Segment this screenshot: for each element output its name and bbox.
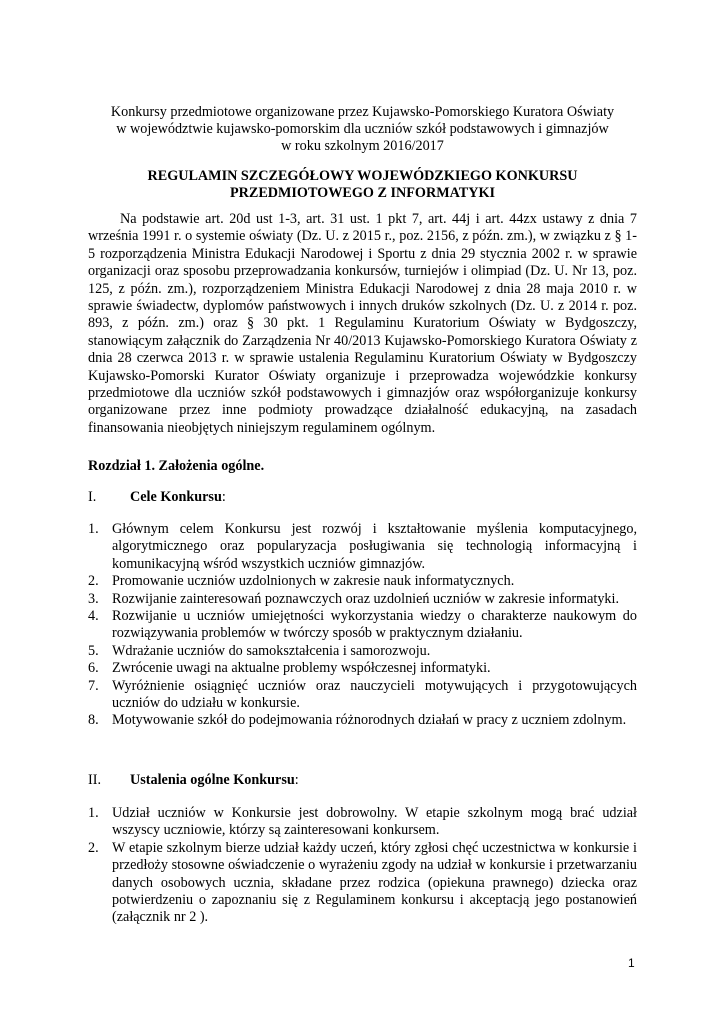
item-number: 2.	[88, 573, 99, 590]
item-number: 8.	[88, 712, 99, 729]
list-item	[88, 678, 637, 713]
list-item	[88, 840, 637, 927]
page-number: 1	[628, 956, 635, 970]
item-text: Głównym celem Konkursu jest rozwój i kształtowanie myślenia komputacyjnego, algorytmicznego oraz popularyzacja posługiwania się technologią informacyjną i komunikacyjną wśród wszystkich uczniów gimnazjów.	[112, 521, 637, 572]
item-number: 7.	[88, 677, 99, 694]
list-item	[88, 660, 637, 677]
goals-list	[88, 521, 637, 730]
section-number: II.	[88, 772, 101, 788]
item-text: Zwrócenie uwagi na aktualne problemy współczesnej informatyki.	[112, 660, 491, 677]
item-number: 3.	[88, 590, 99, 607]
list-item	[88, 573, 637, 590]
list-item	[88, 591, 637, 608]
section-colon: :	[294, 772, 299, 788]
item-text: Promowanie uczniów uzdolnionych w zakresie nauk informatycznych.	[112, 573, 515, 590]
title-line-2: PRZEDMIOTOWEGO Z INFORMATYKI	[229, 185, 496, 201]
list-item	[88, 643, 637, 660]
item-text: Rozwijanie zainteresowań poznawczych oraz uzdolnień uczniów w zakresie informatyki.	[112, 590, 619, 607]
item-number: 2.	[88, 839, 99, 856]
item-text: Wdrażanie uczniów do samokształcenia i samorozwoju.	[112, 642, 431, 659]
header-line-2: w województwie kujawsko-pomorskim dla uczniów szkół podstawowych i gimnazjów	[116, 121, 609, 137]
list-item	[88, 805, 637, 840]
section-heading-general	[88, 772, 637, 789]
list-item	[88, 712, 637, 729]
item-text: Wyróżnienie osiągnięć uczniów oraz nauczycieli motywujących i przygotowujących uczniów do udziału w konkursie.	[112, 677, 637, 712]
document-header	[0, 104, 725, 155]
section-number: I.	[88, 489, 97, 505]
list-item	[88, 521, 637, 573]
list-item	[88, 608, 637, 643]
item-number: 5.	[88, 642, 99, 659]
item-number: 1.	[88, 805, 99, 821]
section-colon: :	[221, 489, 226, 505]
item-text: Udział uczniów w Konkursie jest dobrowolny. W etapie szkolnym mogą brać udział wszyscy uczniowie, którzy są zainteresowani konkursem.	[112, 805, 637, 839]
intro-paragraph	[88, 211, 637, 437]
chapter-heading: Rozdział 1. Założenia ogólne.	[88, 458, 265, 474]
item-text: Motywowanie szkół do podejmowania różnorodnych działań w pracy z uczniem zdolnym.	[112, 712, 627, 729]
item-text: Rozwijanie u uczniów umiejętności wykorzystania wiedzy o charakterze naukowym do rozwiązywania problemów w twórczy sposób w praktycznym działaniu.	[112, 608, 637, 642]
header-line-3: w roku szkolnym 2016/2017	[281, 138, 444, 154]
section-title: Cele Konkursu	[130, 489, 222, 505]
general-rules-list	[88, 805, 637, 927]
item-number: 1.	[88, 521, 99, 537]
item-text: W etapie szkolnym bierze udział każdy uczeń, który zgłosi chęć uczestnictwa w konkursie i przedłoży stosowne oświadczenie o wyrażeniu zgody na udział w konkursie i przetwarzaniu danych osobowych ucznia, składane przez rodzica (opiekuna prawnego) dziecka oraz potwierdzeniu o zapoznaniu się z Regulaminem konkursu i akceptacją jego postanowień (załącznik nr 2 ).	[112, 839, 637, 926]
document-title	[0, 168, 725, 202]
item-number: 6.	[88, 660, 99, 677]
section-title: Ustalenia ogólne Konkursu	[130, 772, 295, 788]
title-line-1: REGULAMIN SZCZEGÓŁOWY WOJEWÓDZKIEGO KONKURSU	[147, 168, 578, 184]
item-number: 4.	[88, 608, 99, 625]
section-heading-goals	[88, 489, 637, 506]
header-line-1: Konkursy przedmiotowe organizowane przez Kujawsko-Pomorskiego Kuratora Oświaty	[110, 104, 615, 120]
intro-text: Na podstawie art. 20d ust 1-3, art. 31 ust. 1 pkt 7, art. 44j i art. 44zx ustawy z dnia 7 września 1991 r. o systemie oświaty (Dz. U. z 2015 r., poz. 2156, z późn. zm.), w związku z § 1-5 rozporządzenia Ministra Edukacji Narodowej i Sportu z dnia 29 stycznia 2002 r. w sprawie organizacji oraz sposobu przeprowadzania konkursów, turniejów i olimpiad (Dz. U. Nr 13, poz. 125, z późn. zm.), rozporządzeniem Ministra Edukacji Narodowej z dnia 28 maja 2010 r. w sprawie świadectw, dyplomów państwowych i innych druków szkolnych (Dz. U. z 2014 r. poz. 893, z późn. zm.) oraz § 30 pkt. 1 Regulaminu Kuratorium Oświaty w Bydgoszczy, stanowiącym załącznik do Zarządzenia Nr 40/2013 Kujawsko-Pomorskiego Kuratora Oświaty z dnia 28 czerwca 2013 r. w sprawie ustalenia Regulaminu Kuratorium Oświaty w Bydgoszczy Kujawsko-Pomorski Kurator Oświaty organizuje i przeprowadza wojewódzkie konkursy przedmiotowe dla uczniów szkół podstawowych i gimnazjów oraz współorganizuje konkursy organizowane przez inne podmioty prowadzące działalność edukacyjną, na zasadach finansowania nieobjętych niniejszym regulaminem ogólnym.	[88, 211, 637, 436]
